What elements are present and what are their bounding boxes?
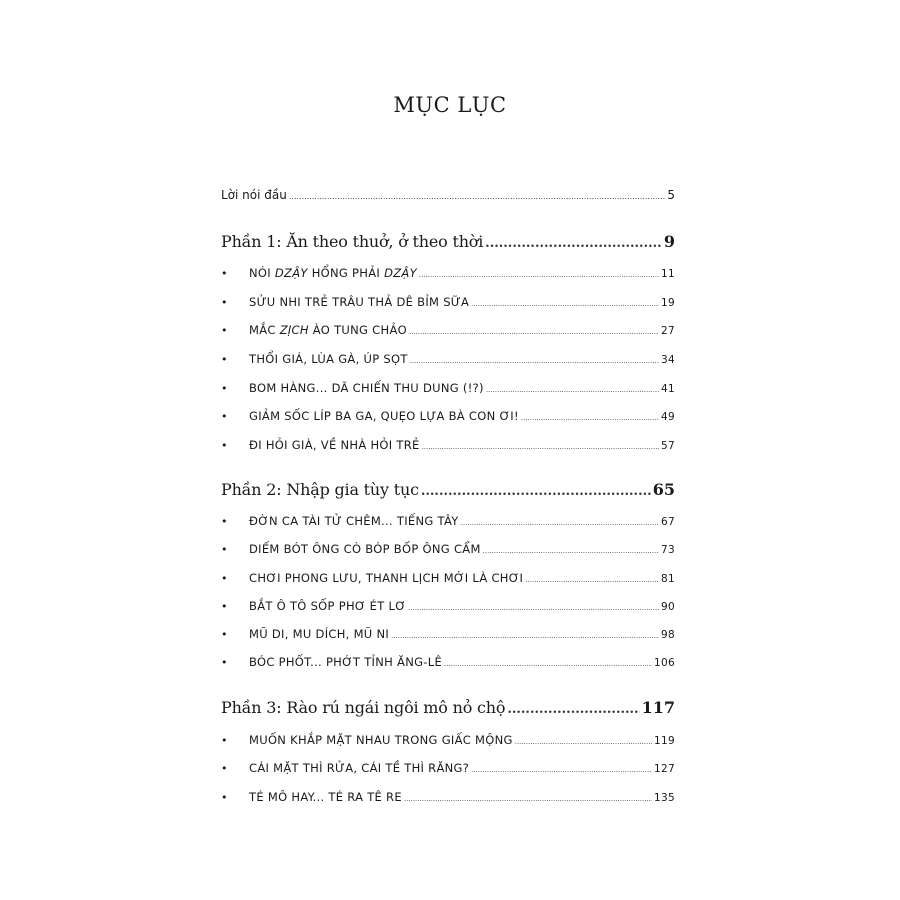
chapter-label: TÉ MÔ HAY... TÉ RA TÊ RE bbox=[249, 790, 402, 804]
chapter-label: BẮT Ô TÔ SỐP PHƠ ÉT LƠ bbox=[249, 599, 407, 613]
chapter-label: BOM HÀNG... DÃ CHIẾN THU DUNG (!?) bbox=[249, 381, 484, 395]
entry-page: 5 bbox=[667, 188, 675, 202]
toc-part-3[interactable] bbox=[221, 698, 675, 717]
dot-leader bbox=[471, 766, 652, 774]
toc-chapter[interactable] bbox=[221, 409, 675, 423]
dot-leader bbox=[404, 795, 652, 803]
dot-leader bbox=[461, 519, 659, 527]
dot-leader bbox=[421, 484, 651, 499]
toc-chapter[interactable] bbox=[221, 655, 675, 669]
chapter-page: 49 bbox=[661, 411, 675, 423]
chapter-page: 57 bbox=[661, 440, 675, 452]
part-page: 9 bbox=[663, 232, 675, 251]
chapter-label: THỔI GIÁ, LÙA GÀ, ÚP SỌT bbox=[249, 352, 408, 366]
chapter-label: DIẾM BÓT ÔNG CÒ BÓP BỐP ÔNG CẨM bbox=[249, 542, 481, 556]
bullet-icon: • bbox=[221, 762, 228, 775]
dot-leader bbox=[410, 357, 659, 365]
bullet-icon: • bbox=[221, 543, 228, 556]
entry-label: Lời nói đầu bbox=[221, 188, 287, 202]
chapter-page: 106 bbox=[654, 657, 675, 669]
bullet-icon: • bbox=[221, 628, 228, 641]
part-label: Phần 1: Ăn theo thuở, ở theo thời bbox=[221, 232, 484, 251]
toc-chapter[interactable] bbox=[221, 323, 675, 337]
dot-leader bbox=[444, 660, 652, 668]
chapter-page: 19 bbox=[661, 297, 675, 309]
dot-leader bbox=[391, 632, 659, 640]
bullet-icon: • bbox=[221, 382, 228, 395]
dot-leader bbox=[485, 236, 662, 251]
toc-chapter[interactable] bbox=[221, 352, 675, 366]
dot-leader bbox=[422, 443, 659, 451]
chapter-page: 127 bbox=[654, 763, 675, 775]
chapter-label: NÓI DZẬY HỔNG PHẢI DZẬY bbox=[249, 266, 417, 280]
chapter-page: 27 bbox=[661, 325, 675, 337]
chapter-label: SỬU NHI TRẺ TRÂU THẢ DÊ BỈM SỮA bbox=[249, 295, 470, 309]
dot-leader bbox=[408, 604, 659, 612]
bullet-icon: • bbox=[221, 410, 228, 423]
toc-chapter[interactable] bbox=[221, 514, 675, 528]
dot-leader bbox=[419, 271, 659, 279]
chapter-label: BÓC PHỐT... PHỚT TỈNH ĂNG-LÊ bbox=[249, 655, 443, 669]
chapter-page: 34 bbox=[661, 354, 675, 366]
chapter-label: ĐI HỎI GIÀ, VỀ NHÀ HỎI TRẺ bbox=[249, 438, 420, 452]
bullet-icon: • bbox=[221, 734, 228, 747]
chapter-label: MUỐN KHẮP MẶT NHAU TRONG GIẤC MỘNG bbox=[249, 733, 513, 747]
dot-leader bbox=[409, 328, 659, 336]
chapter-label: ĐỜN CA TÀI TỬ CHÊM... TIẾNG TÂY bbox=[249, 514, 459, 528]
chapter-page: 73 bbox=[661, 544, 675, 556]
chapter-page: 135 bbox=[654, 792, 675, 804]
toc-chapter[interactable] bbox=[221, 438, 675, 452]
chapter-label: CÁI MẶT THÌ RỬA, CÁI TỀ THÌ RĂNG? bbox=[249, 761, 470, 775]
toc-entry-intro[interactable] bbox=[221, 188, 675, 202]
bullet-icon: • bbox=[221, 515, 228, 528]
chapter-label: CHƠI PHONG LƯU, THANH LỊCH MỚI LÀ CHƠI bbox=[249, 571, 524, 585]
toc-chapter[interactable] bbox=[221, 733, 675, 747]
dot-leader bbox=[515, 738, 652, 746]
bullet-icon: • bbox=[221, 439, 228, 452]
bullet-icon: • bbox=[221, 296, 228, 309]
dot-leader bbox=[525, 576, 659, 584]
chapter-page: 81 bbox=[661, 573, 675, 585]
chapter-page: 98 bbox=[661, 629, 675, 641]
bullet-icon: • bbox=[221, 572, 228, 585]
chapter-page: 119 bbox=[654, 735, 675, 747]
dot-leader bbox=[289, 192, 666, 201]
toc-chapter[interactable] bbox=[221, 599, 675, 613]
toc-chapter[interactable] bbox=[221, 266, 675, 280]
chapter-label: MŨ DI, MU DÍCH, MŨ NI bbox=[249, 627, 390, 641]
toc-part-1[interactable] bbox=[221, 232, 675, 251]
chapter-page: 67 bbox=[661, 516, 675, 528]
dot-leader bbox=[471, 300, 659, 308]
toc-chapter[interactable] bbox=[221, 627, 675, 641]
chapter-label: MẮC ZỊCH ÀO TUNG CHẢO bbox=[249, 323, 407, 337]
page-title: MỤC LỤC bbox=[393, 93, 507, 117]
chapter-page: 11 bbox=[661, 268, 675, 280]
part-page: 117 bbox=[641, 698, 675, 717]
dot-leader bbox=[483, 547, 659, 555]
bullet-icon: • bbox=[221, 791, 228, 804]
dot-leader bbox=[521, 414, 659, 422]
toc-chapter[interactable] bbox=[221, 295, 675, 309]
chapter-label: GIẢM SỐC LÍP BA GA, QUẸO LỰA BÀ CON ƠI! bbox=[249, 409, 519, 423]
part-page: 65 bbox=[652, 480, 675, 499]
toc-chapter[interactable] bbox=[221, 571, 675, 585]
dot-leader bbox=[507, 702, 639, 717]
dot-leader bbox=[486, 386, 659, 394]
part-label: Phần 2: Nhập gia tùy tục bbox=[221, 480, 419, 499]
bullet-icon: • bbox=[221, 267, 228, 280]
bullet-icon: • bbox=[221, 656, 228, 669]
bullet-icon: • bbox=[221, 324, 228, 337]
toc-part-2[interactable] bbox=[221, 480, 675, 499]
toc-chapter[interactable] bbox=[221, 542, 675, 556]
bullet-icon: • bbox=[221, 600, 228, 613]
part-label: Phần 3: Rào rú ngái ngôi mô nỏ chộ bbox=[221, 698, 506, 717]
toc-chapter[interactable] bbox=[221, 381, 675, 395]
chapter-page: 90 bbox=[661, 601, 675, 613]
bullet-icon: • bbox=[221, 353, 228, 366]
toc-chapter[interactable] bbox=[221, 790, 675, 804]
chapter-page: 41 bbox=[661, 383, 675, 395]
toc-chapter[interactable] bbox=[221, 761, 675, 775]
